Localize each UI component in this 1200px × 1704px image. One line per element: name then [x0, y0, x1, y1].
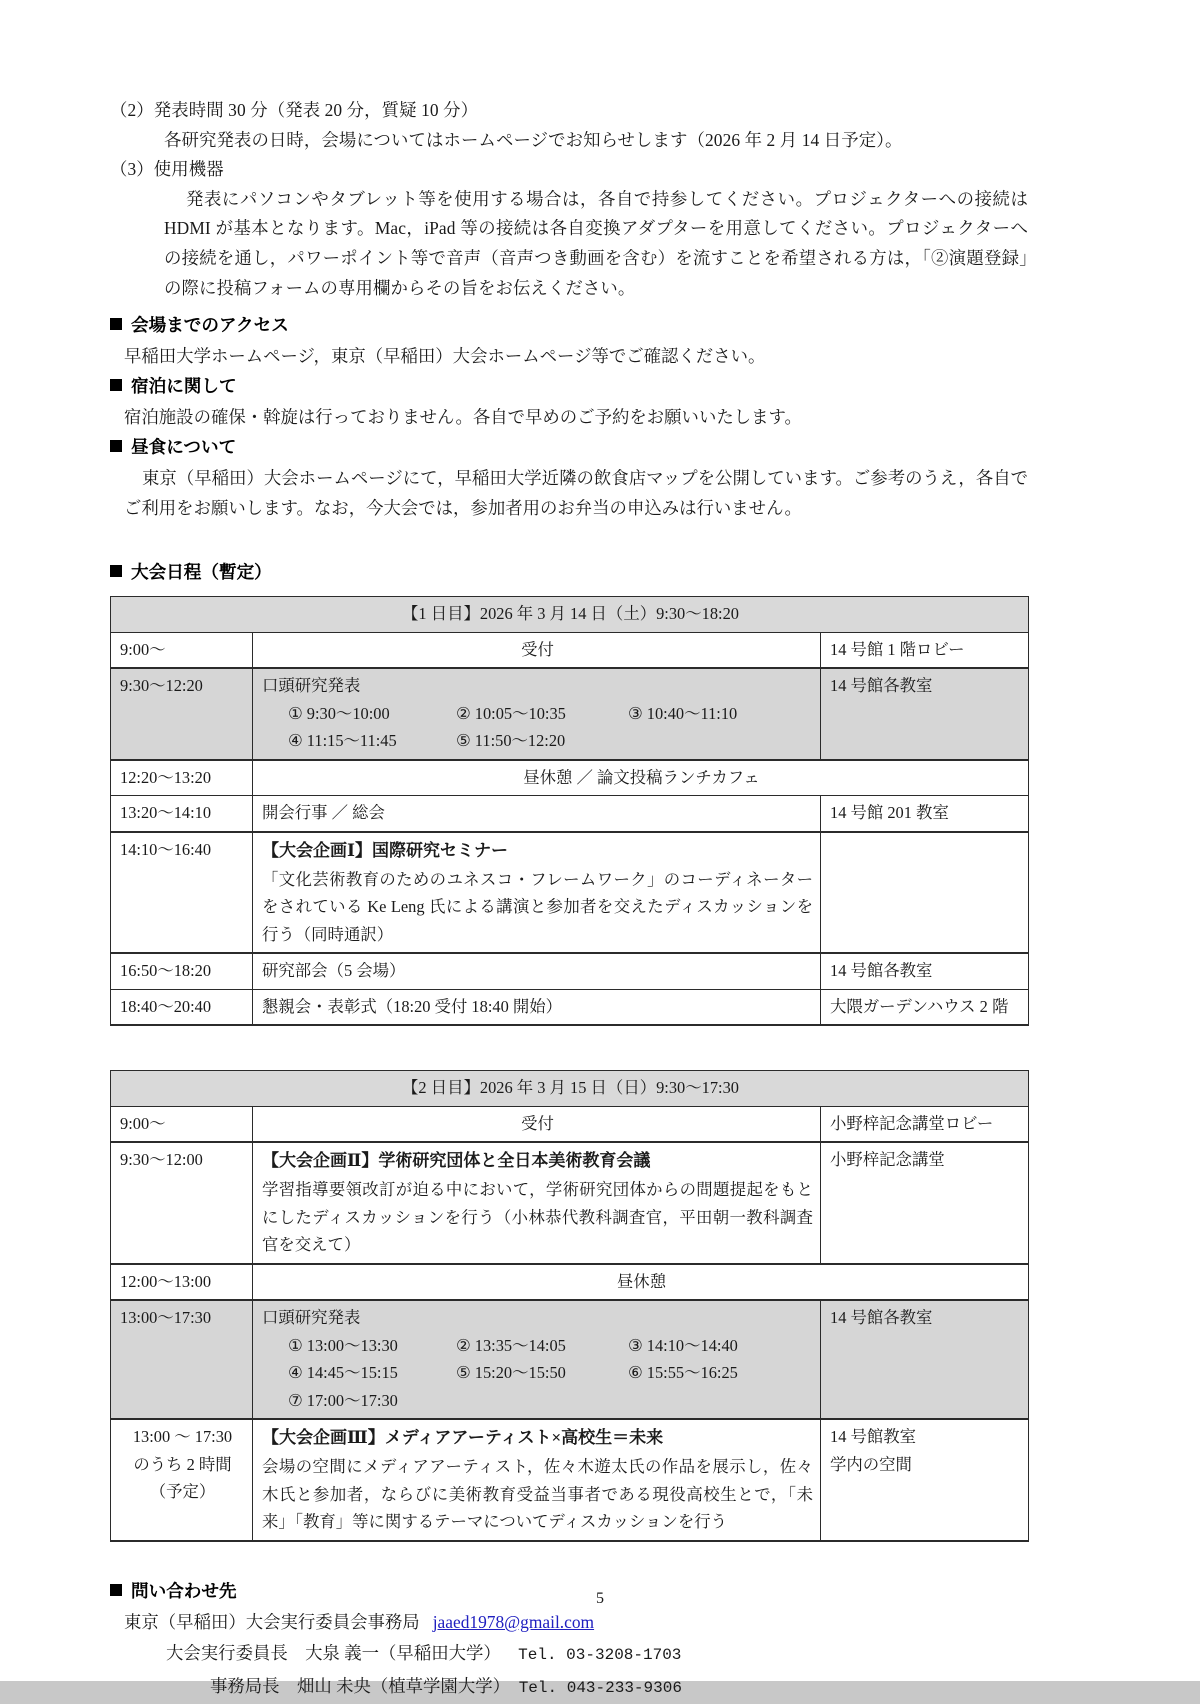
contact-secretary [210, 1671, 1028, 1704]
table-row [111, 989, 1029, 1025]
session-row [288, 727, 813, 755]
table-header-row-day1 [111, 597, 1029, 633]
section-body-lodging: 宿泊施設の確保・斡旋は行っておりません。各自で早めのご予約をお願いいたします。 [124, 407, 802, 428]
contact-secretary-tel: Tel. 043-233-9306 [518, 1678, 682, 1697]
section-heading-access [110, 310, 1028, 341]
session-slot: ⑦ 17:00〜17:30 [288, 1390, 398, 1410]
cell-content: 受付 [253, 1106, 821, 1142]
cell-place: 14 号館各教室 [821, 1300, 1029, 1419]
day1-header-label: 【1 日目】2026 年 3 月 14 日（土）9:30〜18:20 [111, 597, 1029, 633]
item-3-body: 発表にパソコンやタブレット等を使用する場合は，各自で持参してください。プロジェクターへの接続は HDMI が基本となります。Mac，iPad 等の接続は各自変換アダプターを用意してください。プロジェクターへの接続を通し，パワーポイント等で音声（音声つき動画を含む）を流すことを希望される方は，「②演題登録」の際に投稿フォームの専用欄からその旨をお伝えください。 [164, 188, 1028, 298]
cell-content: 昼休憩 ／ 論文投稿ランチカフェ [253, 760, 1029, 796]
section-body-lunch: 東京（早稲田）大会ホームページにて，早稲田大学近隣の飲食店マップを公開しています。ご参考のうえ，各自でご利用をお願いします。なお，今大会では，参加者用のお弁当の申込みは行いません。 [124, 468, 1028, 519]
cell-content: 懇親会・表彰式（18:20 受付 18:40 開始） [253, 989, 821, 1025]
session-slot: ④ 11:15〜11:45 [288, 731, 397, 751]
cell-content [253, 1300, 821, 1419]
cell-time: 14:10〜16:40 [111, 832, 253, 954]
cell-time: 9:00〜 [111, 1106, 253, 1142]
session-slot [456, 1387, 628, 1415]
cell-place [821, 832, 1029, 954]
cell-time: 9:30〜12:20 [111, 668, 253, 760]
cell-time: 9:00〜 [111, 632, 253, 668]
cell-place: 14 号館各教室 [821, 953, 1029, 989]
cell-content-title: 【大会企画Ⅰ】国際研究セミナー [262, 840, 508, 860]
session-slot: ② 13:35〜14:05 [456, 1335, 566, 1355]
cell-time: 16:50〜18:20 [111, 953, 253, 989]
cell-content-title: 【大会企画Ⅲ】メディアアーティスト×高校生＝未来 [262, 1428, 664, 1448]
session-list [288, 1332, 813, 1415]
contact-chair-tel: Tel. 03-3208-1703 [518, 1645, 682, 1664]
table-header-row-day2 [111, 1071, 1029, 1107]
contact-email-link[interactable]: jaaed1978@gmail.com [432, 1611, 595, 1632]
contact-chair [166, 1638, 1028, 1671]
session-slot: ① 9:30〜10:00 [288, 703, 390, 723]
session-slot [628, 727, 798, 755]
cell-content-desc: 会場の空間にメディアアーティスト，佐々木遊太氏の作品を展示し，佐々木氏と参加者，ならびに美術教育受益当事者である現役高校生とで，「未来」「教育」等に関するテーマについてディスカッションを行う [262, 1457, 813, 1532]
section-heading-lunch-label: 昼食について [131, 437, 237, 458]
cell-time-line: 13:00 〜 17:30 [132, 1427, 233, 1447]
cell-content: 昼休憩 [253, 1264, 1029, 1301]
contact-office [124, 1607, 1028, 1638]
session-slot: ⑥ 15:55〜16:25 [628, 1363, 738, 1383]
session-row [288, 1359, 813, 1387]
session-slot: ③ 10:40〜11:10 [628, 703, 738, 723]
table-row [111, 796, 1029, 832]
cell-content-desc: 学習指導要領改訂が迫る中において，学術研究団体からの問題提起をもとにしたディスカッションを行う（小林恭代教科調査官，平田朝一教科調査官を交えて） [262, 1180, 813, 1255]
cell-time: 12:20〜13:20 [111, 760, 253, 796]
session-slot: ② 10:05〜10:35 [456, 703, 566, 723]
cell-place [821, 1419, 1029, 1541]
table-row [111, 632, 1029, 668]
session-row [288, 1332, 813, 1360]
session-slot: ① 13:00〜13:30 [288, 1335, 398, 1355]
session-slot: ⑤ 15:20〜15:50 [456, 1363, 566, 1383]
table-row [111, 1419, 1029, 1541]
cell-content-title: 【大会企画Ⅱ】学術研究団体と全日本美術教育会議 [262, 1151, 651, 1171]
session-slot: ⑤ 11:50〜12:20 [456, 731, 566, 751]
cell-place-line: 学内の空間 [830, 1454, 912, 1474]
table-row [111, 1300, 1029, 1419]
cell-content-title: 口頭研究発表 [262, 676, 361, 696]
table-row [111, 1106, 1029, 1142]
section-body-access: 早稲田大学ホームページ，東京（早稲田）大会ホームページ等でご確認ください。 [124, 346, 766, 367]
section-heading-schedule [110, 557, 1028, 588]
table-row [111, 1264, 1029, 1301]
schedule-table-day2 [110, 1070, 1029, 1542]
cell-content: 研究部会（5 会場） [253, 953, 821, 989]
contact-secretary-label: 事務局長 畑山 未央（植草学園大学） [210, 1675, 510, 1696]
session-slot [628, 1387, 798, 1415]
table-row [111, 832, 1029, 954]
cell-time: 9:30〜12:00 [111, 1142, 253, 1264]
session-list [288, 700, 813, 755]
cell-content-title: 口頭研究発表 [262, 1308, 361, 1328]
session-slot: ④ 14:45〜15:15 [288, 1363, 398, 1383]
square-bullet-icon [110, 440, 122, 452]
session-slot: ③ 14:10〜14:40 [628, 1335, 738, 1355]
cell-content [253, 668, 821, 760]
table-row [111, 1142, 1029, 1264]
section-heading-schedule-label: 大会日程（暫定） [131, 562, 272, 583]
cell-content: 受付 [253, 632, 821, 668]
item-2-body: 各研究発表の日時，会場についてはホームページでお知らせします（2026 年 2 月 14 日予定）。 [164, 129, 903, 150]
cell-time [111, 1419, 253, 1541]
page-number: 5 [596, 1590, 604, 1607]
table-row [111, 760, 1029, 796]
table-row [111, 668, 1029, 760]
session-row [288, 700, 813, 728]
item-2-label: （2）発表時間 30 分（発表 20 分，質疑 10 分） [110, 100, 479, 120]
cell-place: 小野梓記念講堂 [821, 1142, 1029, 1264]
cell-time: 18:40〜20:40 [111, 989, 253, 1025]
contact-office-label: 東京（早稲田）大会実行委員会事務局 [124, 1611, 420, 1632]
cell-place: 大隈ガーデンハウス 2 階 [821, 989, 1029, 1025]
cell-content [253, 1419, 821, 1541]
cell-time: 13:20〜14:10 [111, 796, 253, 832]
cell-time-line: のうち 2 時間 [133, 1454, 232, 1474]
section-heading-contact-label: 問い合わせ先 [131, 1580, 237, 1601]
page-content [110, 96, 1028, 1704]
section-heading-lodging-label: 宿泊に関して [131, 376, 237, 397]
cell-place: 小野梓記念講堂ロビー [821, 1106, 1029, 1142]
table-row [111, 953, 1029, 989]
cell-place: 14 号館各教室 [821, 668, 1029, 760]
cell-place-line: 14 号館教室 [830, 1427, 917, 1447]
schedule-table-day1 [110, 596, 1029, 1026]
cell-time: 12:00〜13:00 [111, 1264, 253, 1301]
contact-chair-label: 大会実行委員長 大泉 義一（早稲田大学） [166, 1642, 501, 1663]
cell-content-desc: 「文化芸術教育のためのユネスコ・フレームワーク」のコーディネーターをされている Ke Leng 氏による講演と参加者を交えたディスカッションを行う（同時通訳） [262, 869, 813, 944]
session-row [288, 1387, 813, 1415]
section-heading-lunch [110, 432, 1028, 463]
section-heading-access-label: 会場までのアクセス [131, 315, 289, 336]
square-bullet-icon [110, 379, 122, 391]
cell-content [253, 1142, 821, 1264]
cell-place: 14 号館 201 教室 [821, 796, 1029, 832]
square-bullet-icon [110, 318, 122, 330]
cell-time-line: （予定） [149, 1482, 216, 1502]
square-bullet-icon [110, 565, 122, 577]
cell-time: 13:00〜17:30 [111, 1300, 253, 1419]
item-3-label: （3）使用機器 [110, 159, 224, 180]
section-heading-lodging [110, 371, 1028, 402]
cell-place: 14 号館 1 階ロビー [821, 632, 1029, 668]
day2-header-label: 【2 日目】2026 年 3 月 15 日（日）9:30〜17:30 [111, 1071, 1029, 1107]
cell-content [253, 832, 821, 954]
cell-content: 開会行事 ／ 総会 [253, 796, 821, 832]
